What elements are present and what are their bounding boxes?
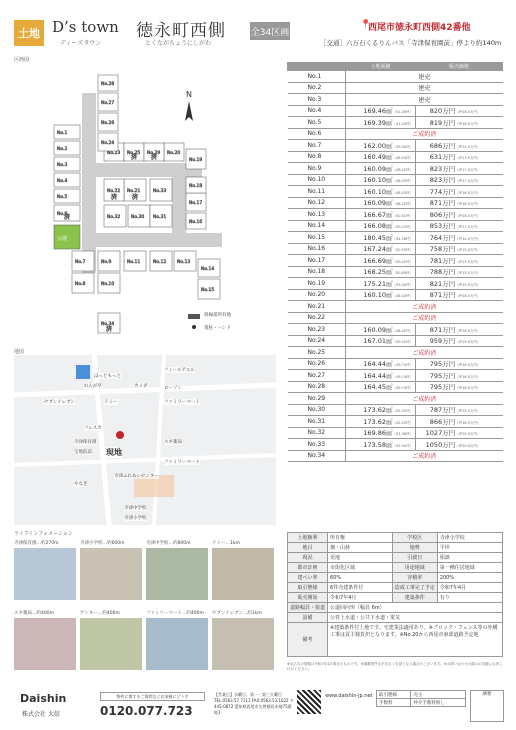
lot-area: 164.45㎡（49.74坪） [346,381,416,393]
location-pin-icon: 📍 [360,20,372,30]
table-row [288,163,503,175]
lot-area: 175.21㎡（53.00坪） [346,278,416,290]
sold-mark: 済 [64,214,71,221]
lot-price: 1027万円（坪20.0万円） [416,427,503,439]
sold-mark: 済 [151,154,158,161]
spec-row: 道路幅員・接道 公道回向突（幅員 6m） [288,603,503,613]
lot-number: No.34 [288,450,346,462]
site-plan-label: 区画図 [14,57,30,63]
brand-title: D’s town [52,18,119,36]
table-row [288,358,503,370]
lot-number: No.1 [288,71,346,83]
table-row [288,289,503,301]
lot-label: No.8 [75,282,86,287]
lot-label: No.20 [167,151,181,156]
map-label: 現地 [106,448,122,457]
lot-number: No.5 [288,117,346,129]
lot-label: No.11 [127,260,141,265]
lot-area: 173.58㎡（52.50坪） [346,439,416,451]
map-label: カメダ [134,384,148,389]
lot-price: 686万円（坪14.0万円） [416,140,503,152]
lot-area: 160.09㎡（48.42坪） [346,163,416,175]
lot-number: No.18 [288,266,346,278]
lot-label: No.33 [153,189,167,194]
lot-number: No.33 [288,439,346,451]
lot-label: No.4 [57,179,68,184]
lot-label: No.14 [201,267,215,272]
lot-area: 167.01㎡（50.52坪） [346,335,416,347]
lot-price: 781万円（坪15.5万円） [416,255,503,267]
lot-label: No.24 [101,141,115,146]
table-row [288,266,503,278]
lot-price: 1050万円（坪20.0万円） [416,439,503,451]
lot-price: 853万円（坪17.0万円） [416,220,503,232]
qr-code-icon[interactable] [297,690,321,714]
lot-label: No.34 [101,322,115,327]
town-title: 徳永町西側 [136,21,226,41]
legend-gutter: 斜線部所有地 [204,313,231,318]
lot-number: No.3 [288,94,346,106]
table-row [288,71,503,83]
photo-caption: ファミリーマート…約400m [146,611,204,616]
map-label: 寺津小学校 [124,516,147,521]
table-row [288,381,503,393]
lot-price: 871万円（坪18.0万円） [416,197,503,209]
price-table [287,62,503,462]
lot-number: No.26 [288,358,346,370]
lot-label: No.25 [127,151,141,156]
lot-number: No.19 [288,278,346,290]
lot-number: No.17 [288,255,346,267]
lot-area: 160.10㎡（48.43坪） [346,186,416,198]
lot-area: 169.39㎡（51.24坪） [346,117,416,129]
lot-label: No.30 [131,215,145,220]
lot-label: No.5 [57,195,68,200]
table-row [288,220,503,232]
lot-label: No.19 [189,158,203,163]
map-label: ほっともっと [94,374,121,379]
lot-status: 建売 [346,82,503,94]
lot-area: 169.86㎡（51.38坪） [346,427,416,439]
lot-area: 166.69㎡（50.42坪） [346,255,416,267]
facility-photo [80,548,142,600]
lot-number: No.20 [288,289,346,301]
map-label: ファミリーマート [164,400,200,405]
lot-number: No.32 [288,427,346,439]
lot-price: 795万円（坪16.0万円） [416,381,503,393]
table-row [288,105,503,117]
photo-caption: ゲンキー…約400m [80,611,120,616]
lot-number: No.21 [288,301,346,313]
lot-label: No.7 [75,260,86,265]
map-label: スギ薬局 [164,440,182,445]
park-label: 公園 [57,236,68,242]
lot-label: No.3 [57,163,68,168]
lot-label: No.21 [127,189,141,194]
table-row [288,151,503,163]
table-row [288,128,503,140]
table-row [288,370,503,382]
lot-price: 820万円（坪16.0万円） [416,105,503,117]
lot-area: 166.08㎡（50.23坪） [346,220,416,232]
table-row [288,393,503,405]
lot-status: 建売 [346,71,503,83]
lot-label: No.16 [189,220,203,225]
lot-number: No.30 [288,404,346,416]
table-row [288,82,503,94]
spec-table: 土地権利 所有権 学校区 寺津小学校 地目 畑・山林 地勢 平坦 現況 更地 引渡日 相談 都市計画 市街化区域 用途地域 第一種住居地域 建ぺい率 60% 容積率 200% 取引態様 6件売建条件付 造成工事完了予定 令和7年4月 販売開始 令和7年4月 建築条件 有り 道路幅員・接道 公道回向突（幅員 6m） 設備 公営上水道・公共下水道・電気 備考 ※建築条件付土地です。宅建業法適用あり。※ブロック・フェンス等の外構工事は買主様負担となります。※No.20から西尾市東部道路予定地 [287,532,503,657]
lot-label: No.13 [177,260,191,265]
lot-label: No.6 [57,212,68,217]
lot-area: 160.09㎡（48.42坪） [346,324,416,336]
map-label: ドミー [104,400,118,405]
table-row [288,427,503,439]
lot-number: No.28 [288,381,346,393]
lot-area: 162.00㎡（49.00坪） [346,140,416,152]
spec-row: 土地権利 所有権 学校区 寺津小学校 [288,533,503,543]
lot-area: 160.10㎡（48.43坪） [346,174,416,186]
legend-pole: 電柱・ハンド [204,326,231,331]
lot-label: No.26 [101,121,115,126]
lot-label: No.10 [101,282,115,287]
table-row [288,94,503,106]
lot-area: 169.46㎡（51.26坪） [346,105,416,117]
facility-photo [14,618,76,670]
photo-caption: ドミー…1km [212,541,240,546]
lot-label: No.28 [101,82,115,87]
lot-price: 871万円（坪18.0万円） [416,289,503,301]
spec-row: 取引態様 6件売建条件付 造成工事完了予定 令和7年4月 [288,583,503,593]
table-row [288,232,503,244]
lot-price: 788万円（坪15.5万円） [416,266,503,278]
category-badge: 土地 [14,20,44,46]
lot-number: No.24 [288,335,346,347]
lot-number: No.11 [288,186,346,198]
lot-status: 建売 [346,94,503,106]
table-header [288,63,346,71]
map-label: れんが亭 [84,384,102,389]
table-row [288,439,503,451]
spec-row: 建ぺい率 60% 容積率 200% [288,573,503,583]
table-row [288,312,503,324]
lot-price: 823万円（坪17.0万円） [416,174,503,186]
website-link[interactable]: www.daishin-jp.net [325,693,373,699]
facility-photo [146,548,208,600]
lot-label: No.12 [153,260,167,265]
town-ruby: とくながちょうにしがわ [145,40,212,47]
lot-price: 806万円（坪16.0万円） [416,209,503,221]
lot-area: 168.25㎡（50.89坪） [346,266,416,278]
lot-area: 160.49㎡（48.54坪） [346,151,416,163]
lot-area: 173.62㎡（52.52坪） [346,404,416,416]
lot-number: No.23 [288,324,346,336]
lot-price: 758万円（坪15.0万円） [416,243,503,255]
facility-photo [80,618,142,670]
map-label: フィールアエル [164,368,195,373]
lot-price: 823万円（坪17.0万円） [416,163,503,175]
map-label: 寺津ふれあいセンター [114,474,159,479]
company-name: 株式会社 大信 [22,711,60,718]
facility-photo [14,548,76,600]
lot-area: 173.62㎡（52.52坪） [346,416,416,428]
spec-row: 現況 更地 引渡日 相談 [288,553,503,563]
lot-label: No.32 [107,215,121,220]
lot-label: No.22 [107,189,121,194]
map-label: 寺津保育園 [74,440,97,445]
lot-label: No.1 [57,131,68,136]
company-logo: Daishin [20,692,67,705]
phone-number[interactable]: 0120.077.723 [100,704,193,718]
lot-status: ご成約済 [346,450,503,462]
lot-price: 764万円（坪14.0万円） [416,232,503,244]
lot-label: No.2 [57,147,68,152]
lot-price: 774万円（坪16.0万円） [416,186,503,198]
lot-price: 795万円（坪16.0万円） [416,358,503,370]
lot-area: 164.44㎡（49.74坪） [346,370,416,382]
lot-number: No.14 [288,220,346,232]
property-address: 西尾市徳永町西側42番他 [368,23,471,33]
lot-price: 866万円（坪16.5万円） [416,416,503,428]
lot-label: No.31 [153,215,167,220]
lot-price: 821万円（坪15.5万円） [416,278,503,290]
table-row [288,197,503,209]
lot-price: 959万円（坪19.0万円） [416,335,503,347]
total-lots-badge: 全34区画 [250,22,290,40]
table-row [288,335,503,347]
lot-price: 795万円（坪16.0万円） [416,370,503,382]
table-row [288,140,503,152]
table-row [288,416,503,428]
lot-label: No.15 [201,288,215,293]
sold-mark: 済 [132,194,139,201]
lot-area: 160.10㎡（48.43坪） [346,289,416,301]
area-map-label: 地図 [14,349,25,355]
map-label: フレスカ [84,426,102,431]
facility-photo [212,548,274,600]
lot-label: No.18 [189,184,203,189]
map-label: やなぎ [74,482,88,487]
broker-table: 取引態様 売主 手数料 仲介手数料無し [376,690,466,707]
lot-number: No.10 [288,174,346,186]
map-label: セブンイレブン [44,400,75,405]
lot-price: 819万円（坪16.0万円） [416,117,503,129]
table-row [288,404,503,416]
north-label: N [186,90,192,99]
lot-number: No.7 [288,140,346,152]
table-row [288,174,503,186]
spec-row: 都市計画 市街化区域 用途地域 第一種住居地域 [288,563,503,573]
lot-status: ご成約済 [346,347,503,359]
lot-area: 160.09㎡（48.42坪） [346,197,416,209]
lot-number: No.13 [288,209,346,221]
lot-number: No.2 [288,82,346,94]
traffic-info: ［交通］六万石くるりんバス「寺津保育園前」停より約140m [320,39,502,47]
table-row [288,324,503,336]
lot-area: 164.44㎡（49.74坪） [346,358,416,370]
lot-status: ご成約済 [346,393,503,405]
photo-caption: 寺津中学校…約800m [146,541,191,546]
lot-label: No.17 [189,201,203,206]
photo-caption: セブンイレブン…約1km [212,611,262,616]
table-row [288,209,503,221]
table-row [288,347,503,359]
photo-caption: スギ薬局…約400m [14,611,54,616]
map-label: ファミリーマート [164,460,200,465]
lot-area: 166.67㎡（50.41坪） [346,209,416,221]
lot-number: No.9 [288,163,346,175]
lot-number: No.25 [288,347,346,359]
lot-label: No.27 [101,101,115,106]
table-row [288,243,503,255]
table-row [288,255,503,267]
lot-status: ご成約済 [346,312,503,324]
phone-note: 物件に関するご質問などお気軽にどうぞ [100,692,205,701]
sold-mark: 済 [131,154,138,161]
lot-number: No.27 [288,370,346,382]
table-row [288,278,503,290]
lot-price: 631万円（坪13.0万円） [416,151,503,163]
lifeline-label: ライフインフォメーション [14,531,73,537]
sold-mark: 済 [106,326,113,333]
map-label: ローソン [164,386,182,391]
site-plan-map [14,63,276,343]
sold-mark: 済 [111,194,118,201]
table-header: 土地面積 [346,63,416,71]
lot-number: No.16 [288,243,346,255]
contact-info: 【営業日】水曜日、第一・第三火曜日 TEL:0563.57.7111 FAX:0563.53.1022 〒445-0872 愛知県西尾市矢曽根町赤地75番地1 [214,692,294,715]
lot-number: No.8 [288,151,346,163]
lot-price: 787万円（坪15.0万円） [416,404,503,416]
north-arrow-icon [185,101,193,121]
lot-number: No.29 [288,393,346,405]
spec-row: 販売開始 令和7年4月 建築条件 有り [288,593,503,603]
lot-area: 180.45㎡（54.58坪） [346,232,416,244]
map-label: 宝地院前 [74,450,92,455]
lot-number: No.22 [288,312,346,324]
map-label: 寺津中学校 [124,506,147,511]
lot-label: No.29 [147,151,161,156]
table-header: 販売価格 [416,63,503,71]
lot-status: ご成約済 [346,301,503,313]
lot-label: No.9 [101,260,112,265]
table-row [288,301,503,313]
table-row [288,117,503,129]
photo-caption: 寺津小学校…約600m [80,541,125,546]
lot-number: No.6 [288,128,346,140]
spec-row: 地目 畑・山林 地勢 平坦 [288,543,503,553]
lot-area: 167.24㎡（50.59坪） [346,243,416,255]
lot-label: No.23 [107,151,121,156]
table-row [288,186,503,198]
table-row [288,450,503,462]
lot-number: No.15 [288,232,346,244]
photo-caption: 寺津保育園…約270m [14,541,59,546]
lot-status: ご成約済 [346,128,503,140]
lot-number: No.12 [288,197,346,209]
disclaimer-text: ※本広告の情報は令和7年4月現在のものです。※掲載物件は予告なく変更となる場合がございます。※お問い合わせの際はお気軽にお申し付けください。 [287,662,503,671]
facility-photo [212,618,274,670]
lot-price: 871万円（坪18.0万円） [416,324,503,336]
facility-photo [146,618,208,670]
lot-number: No.4 [288,105,346,117]
lot-number: No.31 [288,416,346,428]
brand-subtitle: ディーズタウン [60,40,102,47]
remark-box: 摘要 [470,690,504,722]
